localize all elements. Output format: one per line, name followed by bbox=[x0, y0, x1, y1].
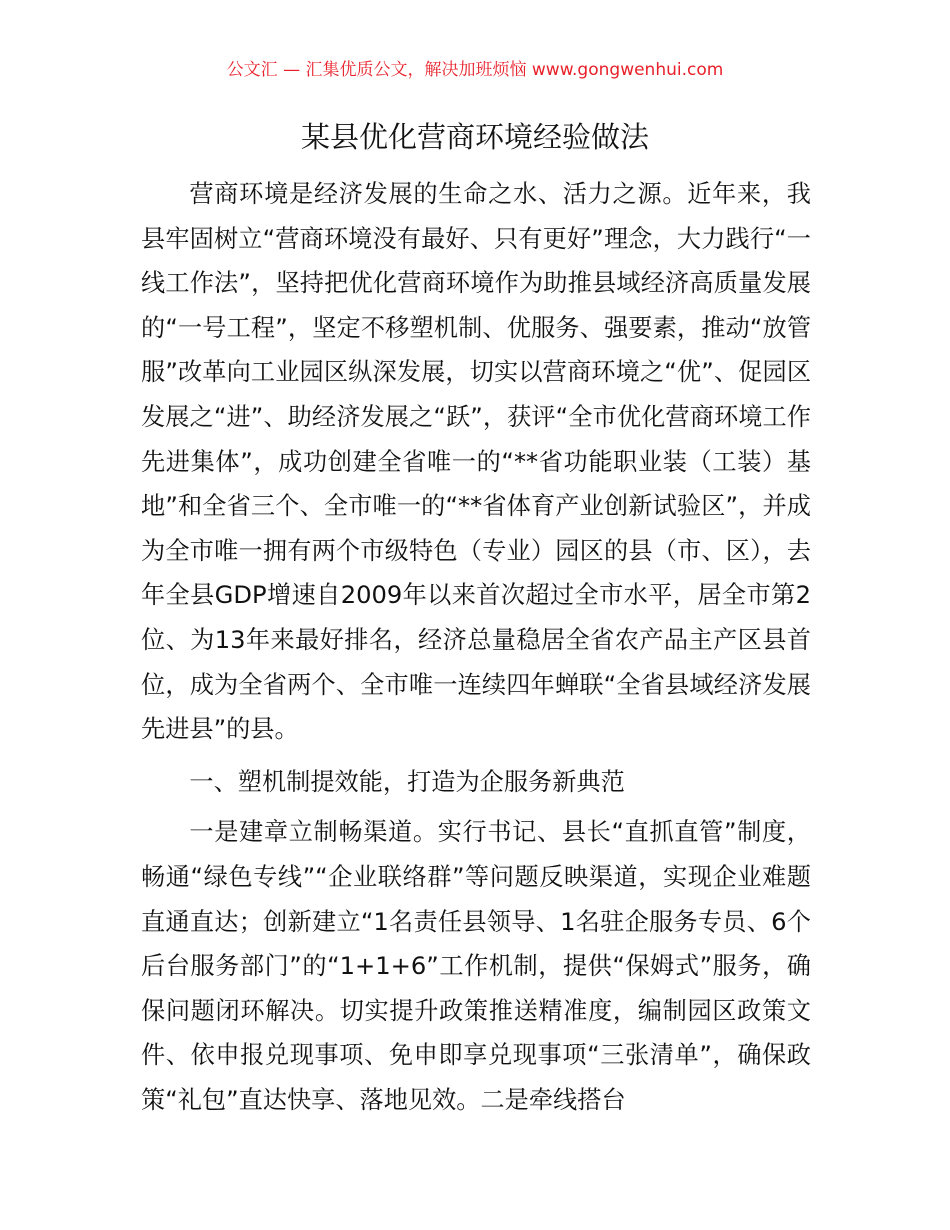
document-body bbox=[141, 172, 811, 1122]
intro-paragraph: 营商环境是经济发展的生命之水、活力之源。近年来，我县牢固树立“营商环境没有最好、只有更好”理念，大力践行“一线工作法”，坚持把优化营商环境作为助推县域经济高质量发展的“一号工程”，坚定不移塑机制、优服务、强要素，推动“放管服”改革向工业园区纵深发展，切实以营商环境之“优”、促园区发展之“进”、助经济发展之“跃”，获评“全市优化营商环境工作先进集体”，成功创建全省唯一的“**省功能职业装（工装）基地”和全省三个、全市唯一的“**省体育产业创新试验区”，并成为全市唯一拥有两个市级特色（专业）园区的县（市、区），去年全县GDP增速自2009年以来首次超过全市水平，居全市第2位、为13年来最好排名，经济总量稳居全省农产品主产区县首位，成为全省两个、全市唯一连续四年蝉联“全省县域经济发展先进县”的县。 bbox=[141, 180, 812, 744]
section-1-paragraph: 一是建章立制畅渠道。实行书记、县长“直抓直管”制度，畅通“绿色专线”“企业联络群”等问题反映渠道，实现企业难题直通直达；创新建立“1名责任县领导、1名驻企服务专员、6个后台服务部门”的“1+1+6”工作机制，提供“保姆式”服务，确保问题闭环解决。切实提升政策推送精准度，编制园区政策文件、依申报兑现事项、免申即享兑现事项“三张清单”，确保政策“礼包”直达快享、落地见效。二是牵线搭台 bbox=[141, 818, 811, 1114]
section-heading-1: 一、塑机制提效能，打造为企服务新典范 bbox=[189, 767, 625, 796]
site-header-banner: 公文汇 — 汇集优质公文，解决加班烦恼 www.gongwenhui.com bbox=[226, 60, 724, 80]
document-title: 某县优化营商环境经验做法 bbox=[300, 120, 649, 154]
